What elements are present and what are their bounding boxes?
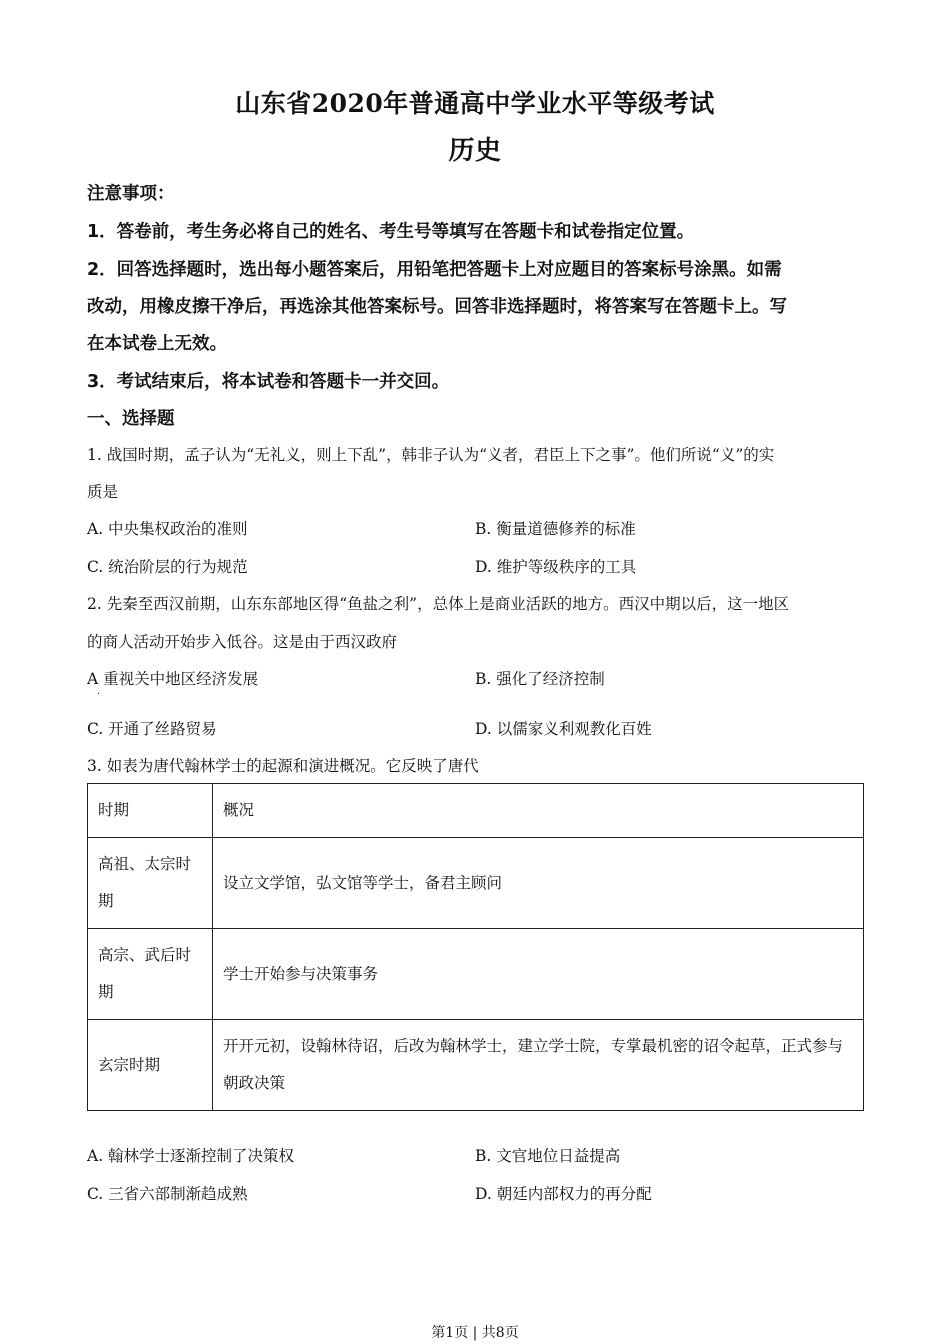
q1-stem: 1. 战国时期，孟子认为“无礼义，则上下乱”，韩非子认为“义者，君臣上下之事”。他们所说“义”的实 (87, 446, 775, 464)
option-dot: · (97, 689, 101, 700)
q2-option-a: A 重视关中地区经济发展 (87, 670, 259, 688)
section-heading: 一、选择题 (87, 409, 175, 429)
q1-option-a: A. 中央集权政治的准则 (87, 520, 248, 538)
table-header-row (88, 784, 864, 838)
period-cell: 玄宗时期 (88, 1020, 213, 1111)
q3-option-c: C. 三省六部制渐趋成熟 (87, 1185, 248, 1203)
q3-option-a: A. 翰林学士逐渐控制了决策权 (87, 1147, 295, 1165)
exam-title: 山东省2020年普通高中学业水平等级考试 (235, 89, 715, 118)
table-header-cell: 时期 (88, 784, 213, 838)
q3-option-b: B. 文官地位日益提高 (475, 1147, 621, 1165)
history-table (87, 783, 864, 1111)
q1-stem: 质是 (87, 483, 119, 501)
overview-cell: 设立文学馆，弘文馆等学士，备君主顾问 (213, 838, 864, 929)
subject-title: 历史 (448, 136, 502, 166)
overview-cell: 学士开始参与决策事务 (213, 929, 864, 1020)
q2-option-c: C. 开通了丝路贸易 (87, 720, 217, 738)
q2-stem: 的商人活动开始步入低谷。这是由于西汉政府 (87, 633, 398, 651)
q1-option-b: B. 衡量道德修养的标准 (475, 520, 636, 538)
table-header-cell: 概况 (213, 784, 864, 838)
period-cell: 高祖、太宗时期 (88, 838, 213, 929)
table-row (88, 929, 864, 1020)
q2-stem: 2. 先秦至西汉前期，山东东部地区得“鱼盐之利”，总体上是商业活跃的地方。西汉中期以后，这一地区 (87, 595, 790, 613)
notes-heading: 注意事项： (87, 184, 175, 204)
note-line: 3．考试结束后，将本试卷和答题卡一并交回。 (87, 372, 450, 392)
period-cell: 高宗、武后时期 (88, 929, 213, 1020)
q3-stem: 3. 如表为唐代翰林学士的起源和演进概况。它反映了唐代 (87, 757, 479, 775)
q1-option-c: C. 统治阶层的行为规范 (87, 558, 248, 576)
q2-option-d: D. 以儒家义利观教化百姓 (475, 720, 652, 738)
q2-option-b: B. 强化了经济控制 (475, 670, 605, 688)
note-line: 改动，用橡皮擦干净后，再选涂其他答案标号。回答非选择题时，将答案写在答题卡上。写 (87, 297, 787, 317)
note-line: 1．答卷前，考生务必将自己的姓名、考生号等填写在答题卡和试卷指定位置。 (87, 222, 695, 242)
table-row (88, 838, 864, 929)
page-footer: 第1页 | 共8页 (431, 1325, 519, 1341)
note-line: 2．回答选择题时，选出每小题答案后，用铅笔把答题卡上对应题目的答案标号涂黑。如需 (87, 260, 782, 280)
table-row (88, 1020, 864, 1111)
q3-option-d: D. 朝廷内部权力的再分配 (475, 1185, 652, 1203)
overview-cell: 开开元初，设翰林待诏，后改为翰林学士，建立学士院，专掌最机密的诏令起草，正式参与朝政决策 (213, 1020, 864, 1111)
q1-option-d: D. 维护等级秩序的工具 (475, 558, 637, 576)
note-line: 在本试卷上无效。 (87, 334, 227, 354)
